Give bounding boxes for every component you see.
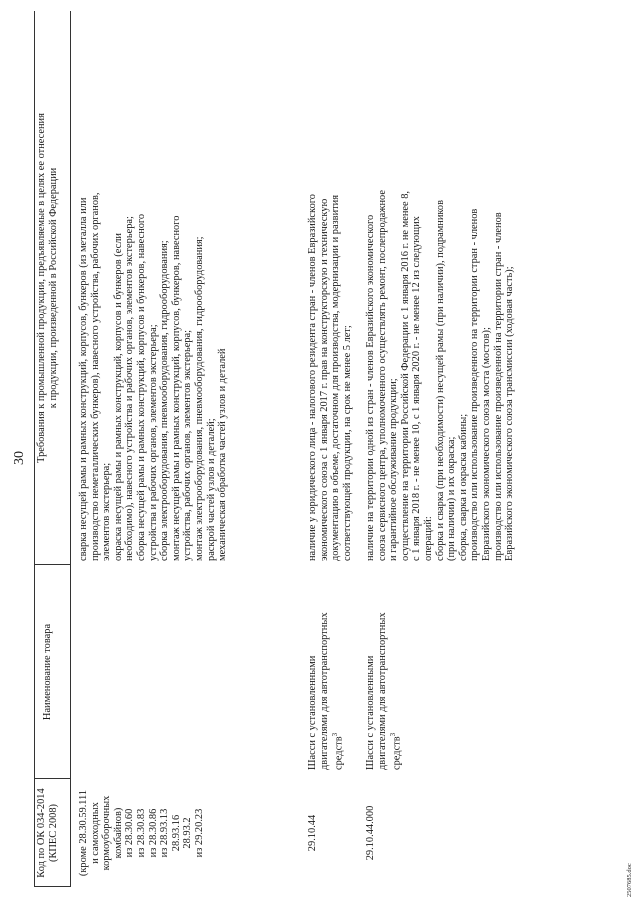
req-line: операций: (422, 516, 434, 561)
code-line: из 29.20.23 (193, 808, 205, 858)
name-line-last (388, 570, 403, 770)
req-line: производство или использование произведенной на территории стран - членов (492, 212, 504, 561)
req-line: производство или использование произведенного на территории стран - членов (469, 208, 481, 561)
code-line: и самоходных (89, 802, 101, 864)
req-line: сварка несущей рамы и рамных конструкций, корпусов, бункеров (из металла или (78, 197, 89, 561)
header-req-line: к продукции, произведенной в Российской Федерации (47, 167, 59, 409)
header-bottom-border (70, 11, 71, 887)
footer-filename: 2507685.doc (626, 863, 633, 897)
header-requirements-cell (36, 11, 59, 565)
row2-requirements-cell (307, 13, 353, 561)
code-line: кормоуборочных (101, 795, 113, 871)
req-line: осуществление на территории Российской Федерации с 1 января 2016 г. не менее 8, (399, 191, 411, 561)
req-line: механическая обработка частей узлов и деталей (217, 348, 229, 561)
name-line: двигателями для автотранспортных (318, 612, 330, 770)
req-line: производство неметаллических бункеров), навесного устройства, рабочих органов, (89, 192, 101, 561)
row3-requirements-cell (365, 13, 516, 561)
req-line: монтаж несущей рамы и рамных конструкций, корпусов, бункеров, навесного (170, 215, 182, 561)
req-line: монтаж электрооборудования, пневмооборудования, гидрооборудования; (193, 236, 205, 561)
page-number: 30 (12, 451, 27, 465)
header-code-line: (КПЕС 2008) (47, 804, 59, 863)
req-line: с 1 января 2018 г. - не менее 10, с 1 января 2020 г. - не менее 12 из следующих (411, 216, 423, 561)
header-code-cell (36, 779, 59, 887)
row3-name-cell (365, 570, 403, 770)
req-line: необходимо), навесного устройства и рабочих органов, элементов экстерьера; (124, 216, 136, 561)
req-line: наличие на территории одной из стран - членов Евразийского экономического (365, 214, 376, 561)
header-req-line: Требования к промышленной продукции, предъявляемые в целях ее отнесения (36, 113, 47, 463)
code-line: 29.10.44 (307, 814, 318, 852)
req-line: сборка и сварка (при необходимости) несущей рамы (при наличии), подрамников (434, 199, 446, 561)
req-line: и гарантийное обслуживание продукции; (388, 378, 400, 561)
name-line: Шасси с установленными (307, 655, 318, 770)
name-text: средств (333, 736, 345, 770)
req-line: окраска несущей рамы и рамных конструкций, корпусов и бункеров (если (112, 233, 124, 561)
row3-code-cell (365, 783, 377, 883)
req-line: сборка несущей рамы и рамных конструкций, корпусов и бункеров, навесного (135, 213, 147, 561)
header-name-cell (42, 565, 54, 779)
req-line: сборка электрооборудования, пневмооборудования, гидрооборудования; (159, 240, 171, 561)
req-line: элементов экстерьера; (101, 462, 113, 561)
req-line: раскрой частей узлов и деталей; (205, 418, 217, 561)
row1-code-cell (78, 783, 206, 883)
req-line: соответствующей продукции, на срок не менее 5 лет; (341, 325, 353, 561)
code-line: 29.10.44.000 (365, 805, 376, 861)
footnote-mark: 3 (389, 732, 398, 737)
row1-requirements-cell (78, 13, 229, 561)
name-text: средств (391, 736, 403, 770)
code-line: (кроме 28.30.59.111 (78, 789, 89, 877)
footnote-mark: 3 (331, 732, 340, 737)
req-line: Евразийского экономического союза моста (мостов); (480, 327, 492, 561)
code-line: 28.93.16 (170, 814, 182, 852)
code-line: из 28.30.86 (147, 808, 159, 858)
code-line: из 28.30.60 (124, 808, 136, 858)
code-line: комбайнов) (112, 807, 124, 859)
req-line: экономического союза с 1 января 2017 г. прав на конструкторскую и техническую (318, 198, 330, 561)
code-line: 28.93.2 (182, 817, 194, 849)
header-name-label: Наименование товара (42, 623, 53, 721)
row2-code-cell (307, 783, 319, 883)
code-line: из 28.93.13 (159, 808, 171, 858)
req-line: устройства, рабочих органов, элементов экстерьера; (182, 329, 194, 561)
req-line: (при наличии) и их окраска; (446, 436, 458, 561)
req-line: сборка, сварка и окраска кабины; (457, 413, 469, 561)
code-line: из 28.30.83 (135, 808, 147, 858)
name-line-last (330, 570, 345, 770)
header-code-line: Код по ОК 034-2014 (36, 788, 47, 878)
req-line: союза сервисного центра, уполномоченного осуществлять ремонт, послепродажное (376, 190, 388, 561)
table-top-border (34, 11, 35, 887)
row2-name-cell (307, 570, 345, 770)
req-line: устройства и рабочих органов, элементов экстерьера; (147, 324, 159, 561)
req-line: документацию в объеме, достаточном для производства, модернизации и развития (330, 194, 342, 561)
name-line: Шасси с установленными (365, 655, 376, 770)
req-line: наличие у юридического лица - налогового резидента стран - членов Евразийского (307, 194, 318, 561)
name-line: двигателями для автотранспортных (376, 612, 388, 770)
req-line: Евразийского экономического союза трансмиссии (ходовая часть); (504, 266, 516, 561)
